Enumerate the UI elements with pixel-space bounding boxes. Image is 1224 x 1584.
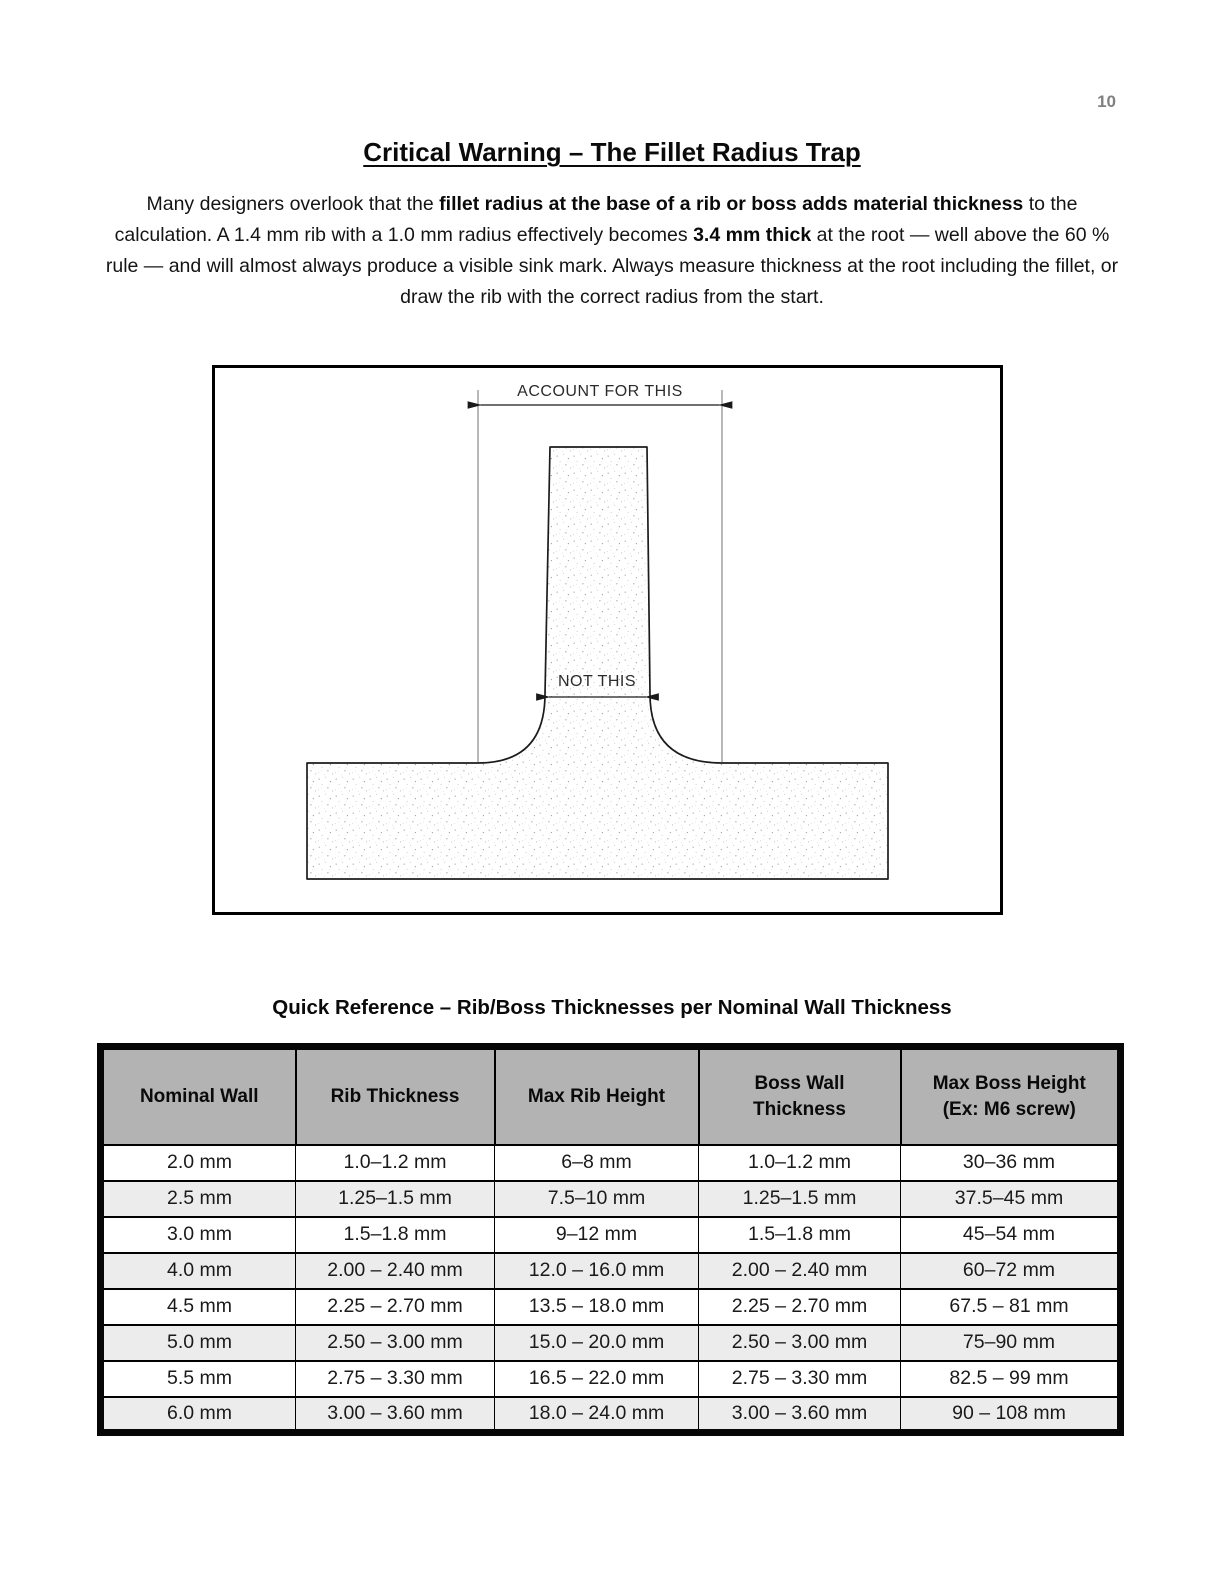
- table-cell: 1.0–1.2 mm: [699, 1145, 901, 1181]
- table-cell: 2.75 – 3.30 mm: [699, 1361, 901, 1397]
- table-row: [101, 1397, 1121, 1433]
- table-row: [101, 1289, 1121, 1325]
- account-for-this-label: ACCOUNT FOR THIS: [517, 383, 683, 400]
- table-cell: 2.25 – 2.70 mm: [296, 1289, 495, 1325]
- table-cell: 1.5–1.8 mm: [699, 1217, 901, 1253]
- table-cell: 1.25–1.5 mm: [699, 1181, 901, 1217]
- table-cell: 9–12 mm: [495, 1217, 699, 1253]
- table-cell: 7.5–10 mm: [495, 1181, 699, 1217]
- table-cell: 15.0 – 20.0 mm: [495, 1325, 699, 1361]
- table-cell: 45–54 mm: [901, 1217, 1121, 1253]
- header-cell-nominal-wall: Nominal Wall: [101, 1047, 296, 1145]
- table-cell: 3.00 – 3.60 mm: [699, 1397, 901, 1433]
- fillet-diagram-figure: [212, 365, 1003, 915]
- table-cell: 16.5 – 22.0 mm: [495, 1361, 699, 1397]
- reference-table: [97, 1043, 1124, 1436]
- table-row: [101, 1145, 1121, 1181]
- table-cell: 2.0 mm: [101, 1145, 296, 1181]
- table-row: [101, 1361, 1121, 1397]
- table-cell: 30–36 mm: [901, 1145, 1121, 1181]
- table-cell: 5.5 mm: [101, 1361, 296, 1397]
- table-cell: 2.5 mm: [101, 1181, 296, 1217]
- table-row: [101, 1217, 1121, 1253]
- intro-text-3: at the root — well above the 60 % rule — and will almost always produce a visible sink mark. Always measure thickness at the root including the fillet, or draw the rib with the correct radius from the start.: [105, 224, 1119, 308]
- rib-cross-section-shape: [307, 447, 888, 879]
- table-cell: 90 – 108 mm: [901, 1397, 1121, 1433]
- table-cell: 2.25 – 2.70 mm: [699, 1289, 901, 1325]
- table-header-row: [101, 1047, 1121, 1145]
- table-cell: 1.0–1.2 mm: [296, 1145, 495, 1181]
- table-cell: 67.5 – 81 mm: [901, 1289, 1121, 1325]
- table-cell: 2.50 – 3.00 mm: [296, 1325, 495, 1361]
- table-row: [101, 1253, 1121, 1289]
- intro-bold-2: 3.4 mm thick: [693, 224, 812, 246]
- table-cell: 1.5–1.8 mm: [296, 1217, 495, 1253]
- table-cell: 4.0 mm: [101, 1253, 296, 1289]
- header-cell-max-rib-height: Max Rib Height: [495, 1047, 699, 1145]
- table-cell: 37.5–45 mm: [901, 1181, 1121, 1217]
- header-cell-boss-wall-thickness: Boss Wall Thickness: [699, 1047, 901, 1145]
- table-cell: 12.0 – 16.0 mm: [495, 1253, 699, 1289]
- table-title: Quick Reference – Rib/Boss Thicknesses per Nominal Wall Thickness: [272, 996, 952, 1019]
- table-cell: 3.00 – 3.60 mm: [296, 1397, 495, 1433]
- table-cell: 82.5 – 99 mm: [901, 1361, 1121, 1397]
- table-cell: 2.00 – 2.40 mm: [296, 1253, 495, 1289]
- table-cell: 2.00 – 2.40 mm: [699, 1253, 901, 1289]
- rib-cross-section-drawing: [215, 368, 1000, 912]
- header-cell-max-boss-height: Max Boss Height (Ex: M6 screw): [901, 1047, 1121, 1145]
- table-row: [101, 1325, 1121, 1361]
- document-title: Critical Warning – The Fillet Radius Trap: [363, 137, 861, 167]
- table-cell: 18.0 – 24.0 mm: [495, 1397, 699, 1433]
- intro-paragraph: [97, 189, 1127, 313]
- table-cell: 2.50 – 3.00 mm: [699, 1325, 901, 1361]
- table-cell: 5.0 mm: [101, 1325, 296, 1361]
- header-cell-rib-thickness: Rib Thickness: [296, 1047, 495, 1145]
- page-number: 10: [1097, 92, 1116, 111]
- table-cell: 6.0 mm: [101, 1397, 296, 1433]
- table-cell: 13.5 – 18.0 mm: [495, 1289, 699, 1325]
- table-cell: 1.25–1.5 mm: [296, 1181, 495, 1217]
- table-cell: 60–72 mm: [901, 1253, 1121, 1289]
- table-cell: 75–90 mm: [901, 1325, 1121, 1361]
- table-cell: 3.0 mm: [101, 1217, 296, 1253]
- intro-text-2: to the calculation. A 1.4 mm rib with a 1.0 mm radius effectively becomes: [114, 193, 1078, 246]
- table-row: [101, 1181, 1121, 1217]
- intro-text-1: Many designers overlook that the: [146, 193, 440, 215]
- table-cell: 6–8 mm: [495, 1145, 699, 1181]
- not-this-label: NOT THIS: [557, 673, 637, 690]
- table-cell: 4.5 mm: [101, 1289, 296, 1325]
- table-cell: 2.75 – 3.30 mm: [296, 1361, 495, 1397]
- intro-bold-1: fillet radius at the base of a rib or boss adds material thickness: [439, 193, 1024, 215]
